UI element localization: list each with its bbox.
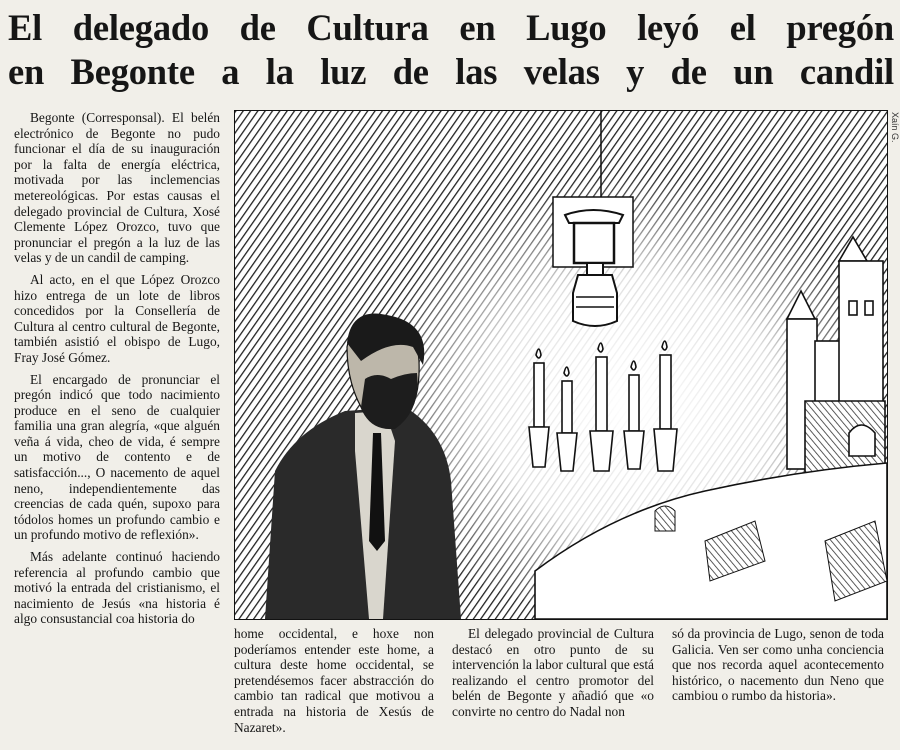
paragraph-2: Al acto, en el que López Orozco hizo entrega de un lote de libros concedidos por la Consellería de Cultura al centro cultural de Begonte, también asistió el obispo de Lugo, Fray José Gómez. xyxy=(14,271,220,365)
paragraph-3: El encargado de pronunciar el pregón indicó que todo nacimiento produce en el seno de cualquier familia una gran alegría, «que alguén veña á vida, cheo de vida, é sempre un motivo de contento e de satisfacción..., O nacemento de aquel neno, independientemente das creencias de cada quén, supoxo para tódolos homes un profundo cambio e un profundo motivo de reflexión». xyxy=(14,371,220,543)
headline-line-1: El delegado de Cultura en Lugo leyó el pregón xyxy=(8,7,894,48)
nativity-drawing xyxy=(235,111,887,619)
article-column-left xyxy=(14,110,220,633)
headline-line-2: en Begonte a la luz de las velas y de un candil xyxy=(8,51,894,92)
paragraph-b4: só da provincia de Lugo, senon de toda Galicia. Ven ser como unha conciencia que nos recorda aquel acontecemento histórico, o nacemento dun Neno que cambiou o rumbo da historia». xyxy=(672,626,884,704)
article-column-3 xyxy=(452,626,654,726)
paragraph-4: Más adelante continuó haciendo referencia al profundo cambio que motivó la entrada del cristianismo, el nacimiento de Jesús «na historia é algo consustancial coa historia do xyxy=(14,549,220,627)
article-column-2 xyxy=(234,626,434,741)
headline xyxy=(8,6,894,94)
illustration-credit: Xaín G. xyxy=(890,112,900,143)
illustration xyxy=(234,110,888,620)
article-column-4 xyxy=(672,626,884,710)
paragraph-b3: El delegado provincial de Cultura destacó en otro punto de su intervención la labor cultural que está realizando el centro promotor del belén de Begonte y añadió que «o convirte no centro do Nadal non xyxy=(452,626,654,719)
paragraph-b2: home occidental, e hoxe non poderíamos entender este home, a cultura deste home occidental, se pretendésemos facer abstracción do cambio tan radical que motivou a entrada na historia de Xesús de Nazaret». xyxy=(234,626,434,735)
paragraph-1: Begonte (Corresponsal). El belén electrónico de Begonte no pudo funcionar el día de su inauguración por la falta de energía eléctrica, motivada por las inclemencias metereológicas. Por estas causas el delegado provincial de Cultura, Xosé Clemente López Orozco, tuvo que pronunciar el pregón a la luz de las velas y de un candil de camping. xyxy=(14,110,220,266)
